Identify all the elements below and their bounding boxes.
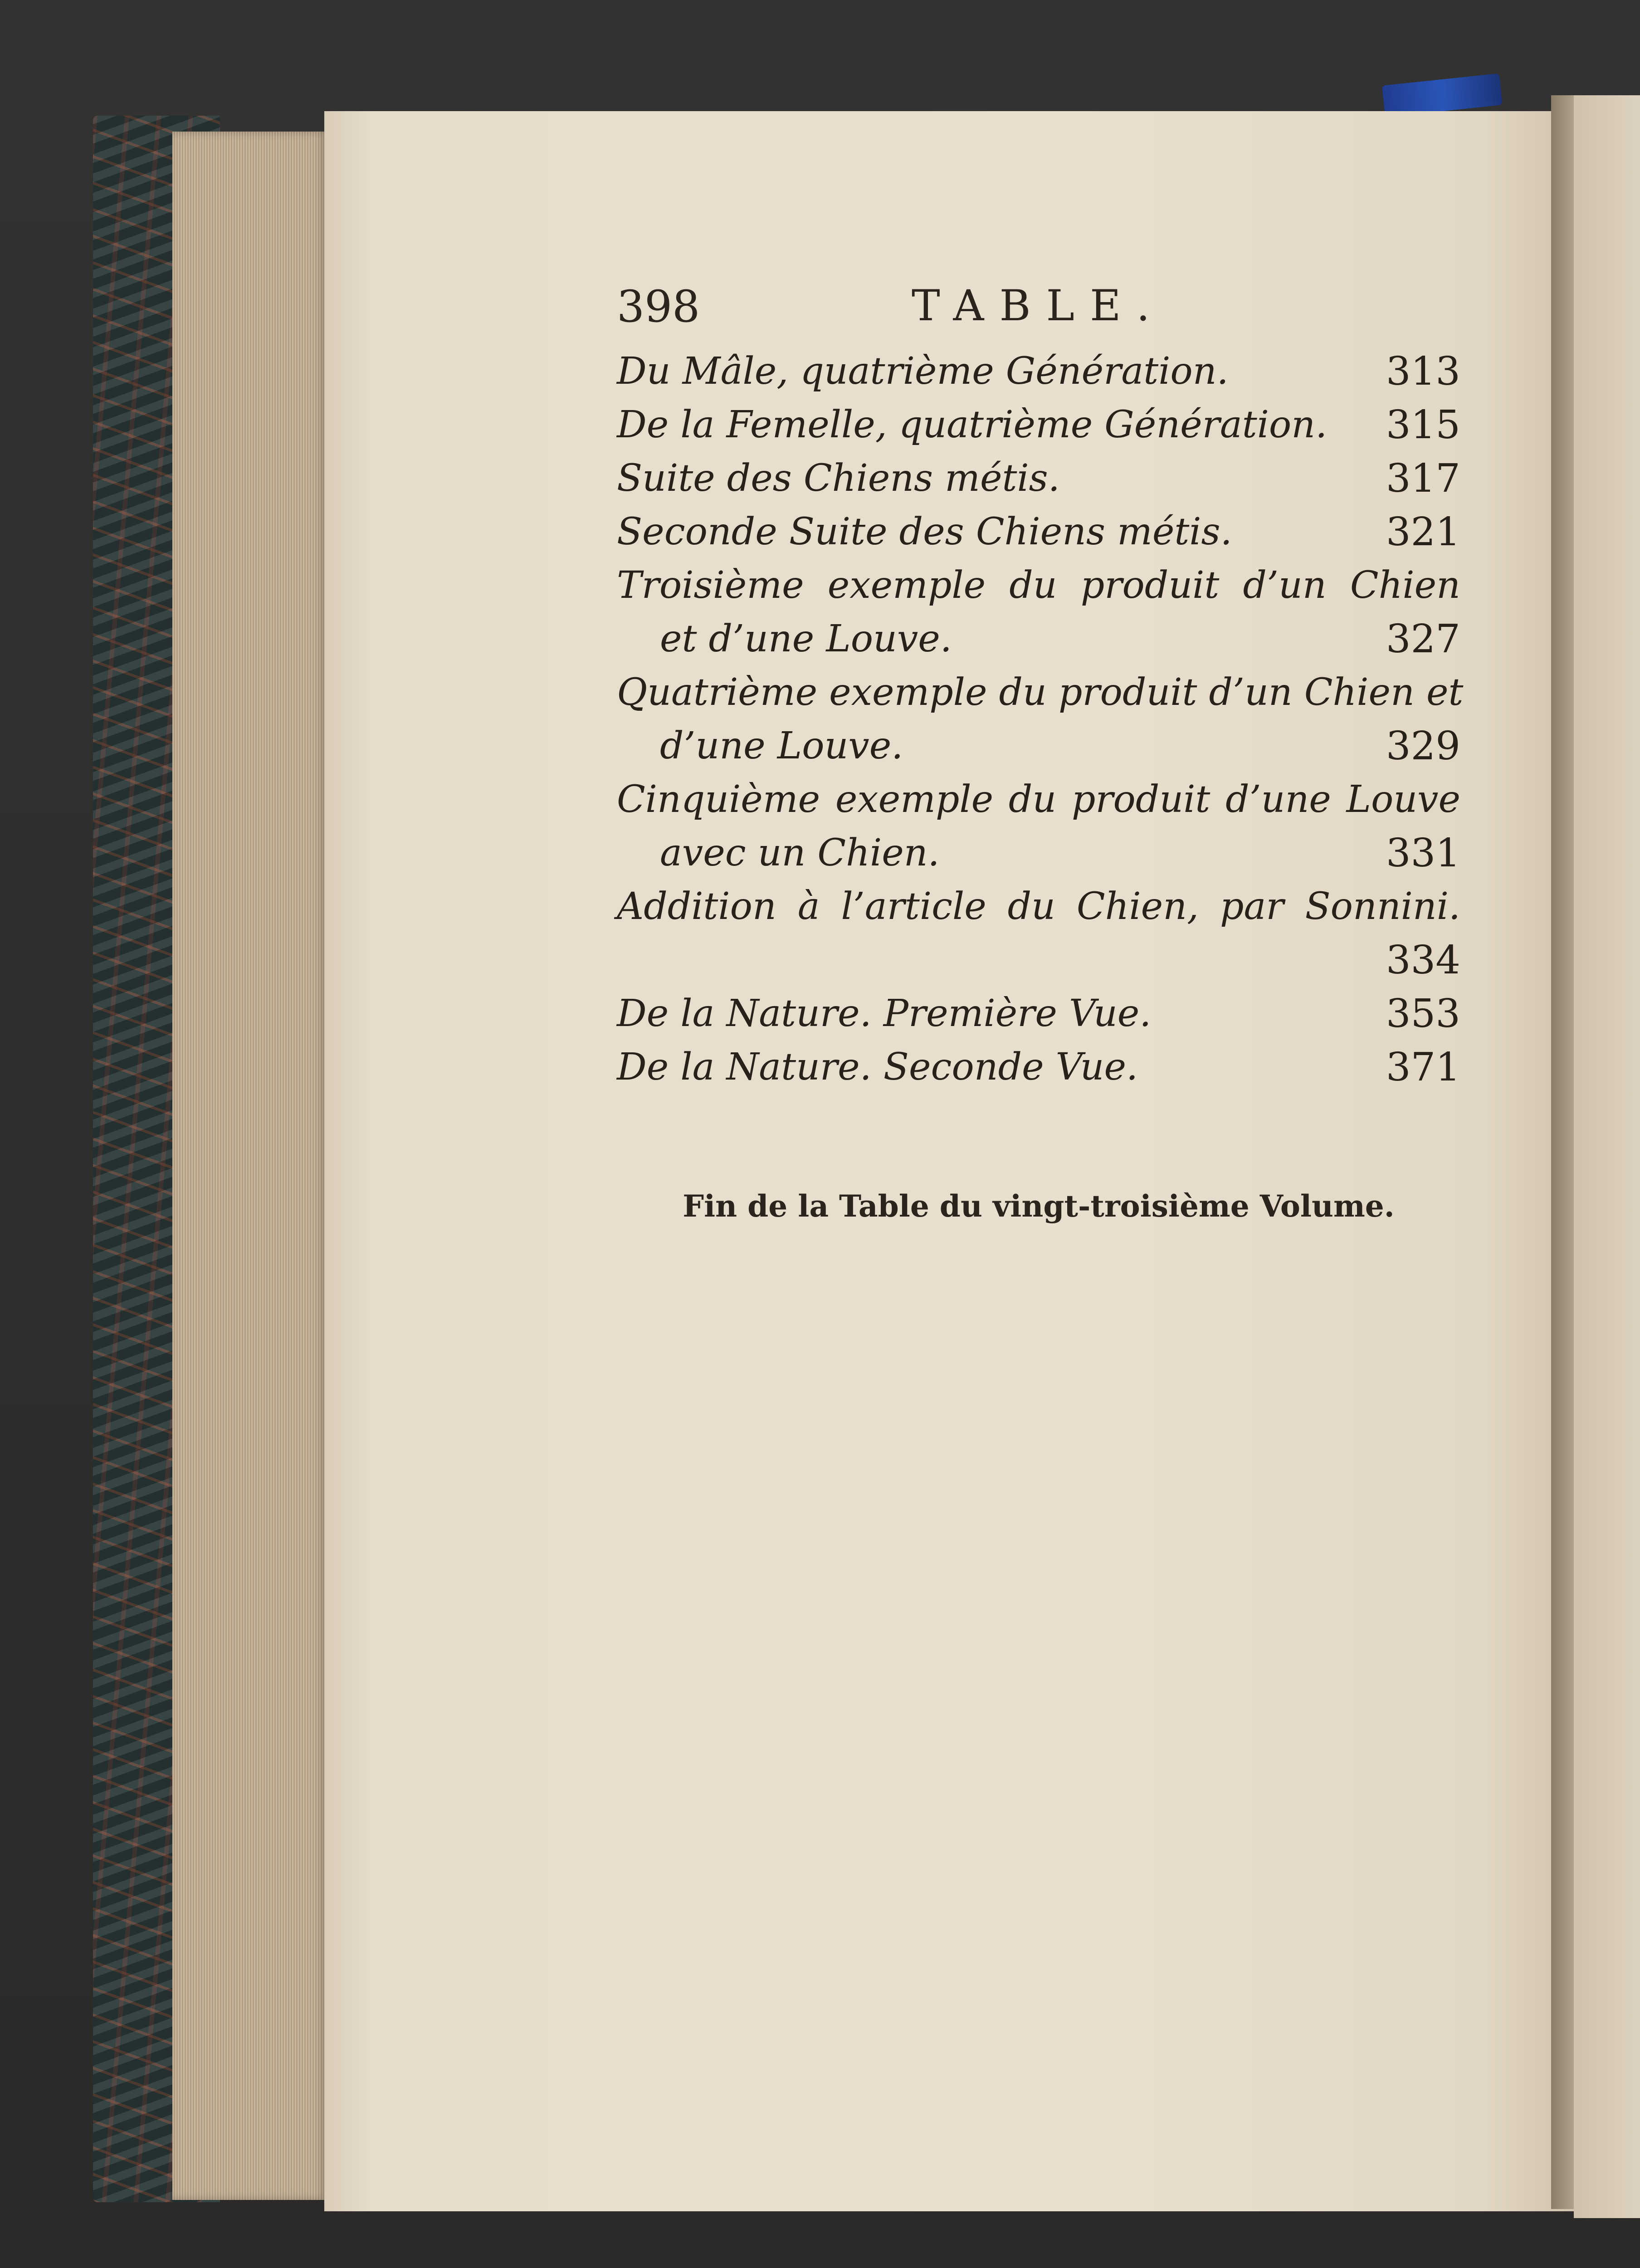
end-note: Fin de la Table du vingt-troisième Volume. [683, 1188, 1395, 1224]
page-title: TABLE. [912, 281, 1166, 331]
toc-entry-title: Du Mâle, quatrième Génération. [617, 350, 1229, 393]
toc-entry-title: Quatrième exemple du produit d’un Chien et [617, 671, 1464, 714]
toc-entry-title: De la Nature. Seconde Vue. [617, 1046, 1138, 1089]
running-head [617, 281, 1460, 340]
toc-entry [617, 398, 1460, 452]
toc-entry-page: 371 [1386, 1045, 1460, 1090]
toc-entry [617, 666, 1464, 773]
toc-entry-page: 327 [1386, 616, 1460, 662]
toc-entry-page: 321 [1386, 509, 1460, 555]
toc-entry [617, 452, 1460, 505]
toc-entry-title-continued: et d’une Louve. [660, 617, 952, 660]
toc-entry-title-continued: d’une Louve. [660, 724, 903, 767]
toc-entry-title: De la Femelle, quatrième Génération. [617, 403, 1328, 446]
toc-entry-title: Troisième exemple du produit d’un Chien [617, 564, 1460, 607]
toc-entry-page: 315 [1386, 402, 1460, 448]
toc-entry-page: 353 [1386, 991, 1460, 1036]
toc-entry [617, 559, 1460, 666]
toc-entry-title: Cinquième exemple du produit d’une Louve [617, 778, 1460, 821]
toc-entry [617, 345, 1460, 398]
toc-entry-title: Suite des Chiens métis. [617, 457, 1060, 500]
toc-entry-page: 334 [1386, 938, 1460, 983]
toc-entry [617, 880, 1460, 987]
toc-entry-title: Addition à l’article du Chien, par Sonnini. [617, 885, 1460, 928]
page-number: 398 [617, 281, 700, 332]
toc-entry-page: 329 [1386, 723, 1460, 769]
toc-entry [617, 987, 1460, 1041]
table-of-contents [617, 345, 1464, 1094]
toc-entry-title-continued: avec un Chien. [660, 831, 940, 875]
toc-entry-page: 313 [1386, 349, 1460, 394]
toc-entry-page: 331 [1386, 831, 1460, 876]
facing-page-edge [1574, 95, 1640, 2218]
toc-entry [617, 773, 1460, 880]
toc-entry-title: De la Nature. Première Vue. [617, 992, 1152, 1035]
toc-entry-page: 317 [1386, 456, 1460, 501]
toc-entry [617, 1041, 1460, 1094]
page-edges [172, 132, 327, 2200]
toc-entry-title: Seconde Suite des Chiens métis. [617, 510, 1232, 553]
toc-entry [617, 505, 1460, 559]
